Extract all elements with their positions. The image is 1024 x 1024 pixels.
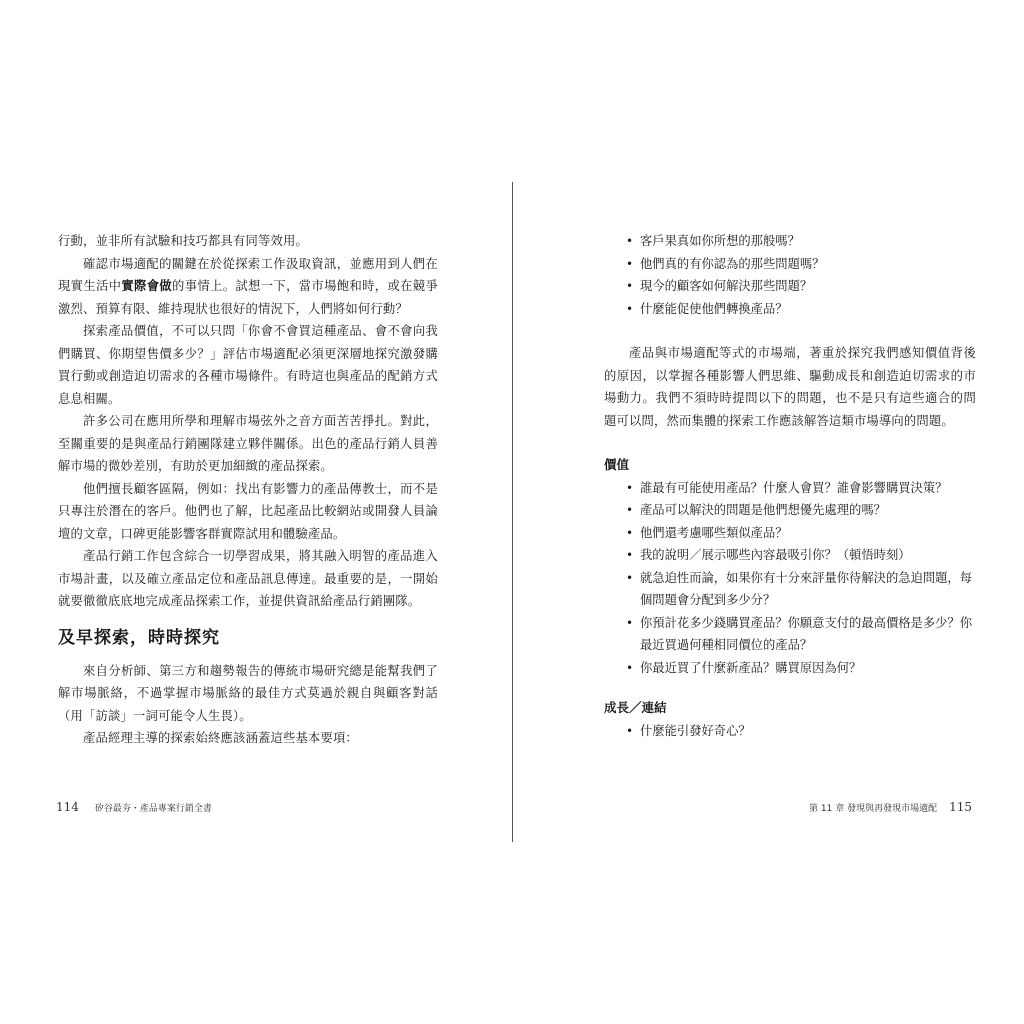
paragraph: 產品經理主導的探索始終應該涵蓋這些基本要項： (83, 731, 358, 745)
list-item: • 產品可以解決的問題是他們想優先處理的嗎？ (604, 499, 976, 522)
bold-emphasis: 實際會做 (121, 278, 173, 293)
list-item: • 我的說明／展示哪些內容最吸引你？（頓悟時刻） (604, 544, 976, 567)
running-head: 第 11 章 發現與再發現市場適配 (809, 804, 938, 814)
bullet-icon: • (626, 279, 634, 293)
page-number: 115 (949, 800, 972, 814)
bullet-icon: • (626, 615, 634, 630)
list-item: • 什麼能促使他們轉換產品？ (604, 298, 976, 321)
paragraph: 來自分析師、第三方和趨勢報告的傳統市場研究總是能幫我們了解市場脈絡，不過掌握市場脈絡的最佳方式莫過於親自與顧客對話（用「訪談」一詞可能令人生畏）。 (58, 663, 438, 723)
list-item: • 他們真的有你認為的那些問題嗎？ (604, 253, 976, 276)
bullet-icon: • (626, 570, 634, 585)
running-head: 矽谷最夯・產品專案行銷全書 (94, 804, 212, 814)
growth-question-list (604, 720, 976, 743)
paragraph: 產品行銷工作包含綜合一切學習成果，將其融入明智的產品進入市場計畫，以及確立產品定位和產品訊息傳達。最重要的是，一開始就要徹徹底底地完成產品探索工作，並提供資訊給產品行銷團隊。 (58, 549, 438, 608)
left-footer (56, 800, 212, 814)
list-item: • 你最近買了什麼新產品？購買原因為何？ (604, 657, 976, 680)
section-heading: 及早探索，時時探究 (58, 627, 220, 648)
paragraph: 確認市場適配的關鍵在於從探索工作汲取資訊，並應用到人們在現實生活中實際會做的事情上。試想一下，當市場飽和時，或在競爭激烈、預算有限、維持現狀也很好的情況下，人們將如何行動？ (58, 256, 438, 316)
bullet-icon: • (626, 256, 634, 271)
left-page (58, 230, 438, 750)
list-item: • 客戶果真如你所想的那般嗎？ (604, 230, 976, 253)
paragraph: 探索產品價值，不可以只問「你會不會買這種產品、會不會向我們購買、你期望售價多少？」評估市場適配必須更深層地探究激發購買行動或創造迫切需求的各種市場條件。有時這也與產品的配銷方式息息相關。 (58, 324, 438, 406)
list-item: • 他們還考慮哪些類似產品？ (604, 522, 976, 545)
value-question-list (604, 477, 976, 680)
question-list (604, 230, 976, 320)
bullet-icon: • (626, 301, 634, 316)
bullet-icon: • (626, 503, 634, 517)
list-item: • 就急迫性而論，如果你有十分來評量你待解決的急迫問題，每個問題會分配到多少分？ (604, 567, 976, 612)
right-footer (809, 800, 972, 814)
bullet-icon: • (626, 548, 634, 562)
paragraph: 他們擅長顧客區隔，例如：找出有影響力的產品傳教士，而不是只專注於潛在的客戶。他們也了解，比起產品比較網站或開發人員論壇的文章，口碑更能影響客群實際試用和體驗產品。 (58, 481, 438, 541)
bullet-icon: • (626, 234, 634, 248)
list-item: • 現今的顧客如何解決那些問題？ (604, 275, 976, 298)
bullet-icon: • (626, 480, 634, 495)
bullet-icon: • (626, 660, 634, 675)
subheading-growth: 成長／連結 (604, 700, 667, 715)
list-item: • 誰最有可能使用產品？什麼人會買？誰會影響購買決策？ (604, 477, 976, 500)
paragraph: 行動，並非所有試驗和技巧都具有同等效用。 (58, 234, 308, 248)
list-item: • 什麼能引發好奇心？ (604, 720, 976, 743)
paragraph: 產品與市場適配等式的市場端，著重於探究我們感知價值背後的原因，以掌握各種影響人們思維、驅動成長和創造迫切需求的市場動力。我們不須時時提問以下的問題，也不是只有這些適合的問題可以問，然而集體的探索工作應該解答這類市場導向的問題。 (604, 346, 976, 428)
subheading-value: 價值 (604, 457, 630, 472)
right-page (604, 230, 976, 742)
list-item: • 你預計花多少錢購買產品？你願意支付的最高價格是多少？你最近買過何種相同價位的產品？ (604, 612, 976, 657)
bullet-icon: • (626, 723, 634, 738)
page-gutter-divider (512, 182, 513, 842)
page-number: 114 (56, 800, 79, 814)
bullet-icon: • (626, 525, 634, 540)
paragraph: 許多公司在應用所學和理解市場弦外之音方面苦苦掙扎。對此，至關重要的是與產品行銷團隊建立夥伴關係。出色的產品行銷人員善解市場的微妙差別，有助於更加細緻的產品探索。 (58, 414, 438, 473)
